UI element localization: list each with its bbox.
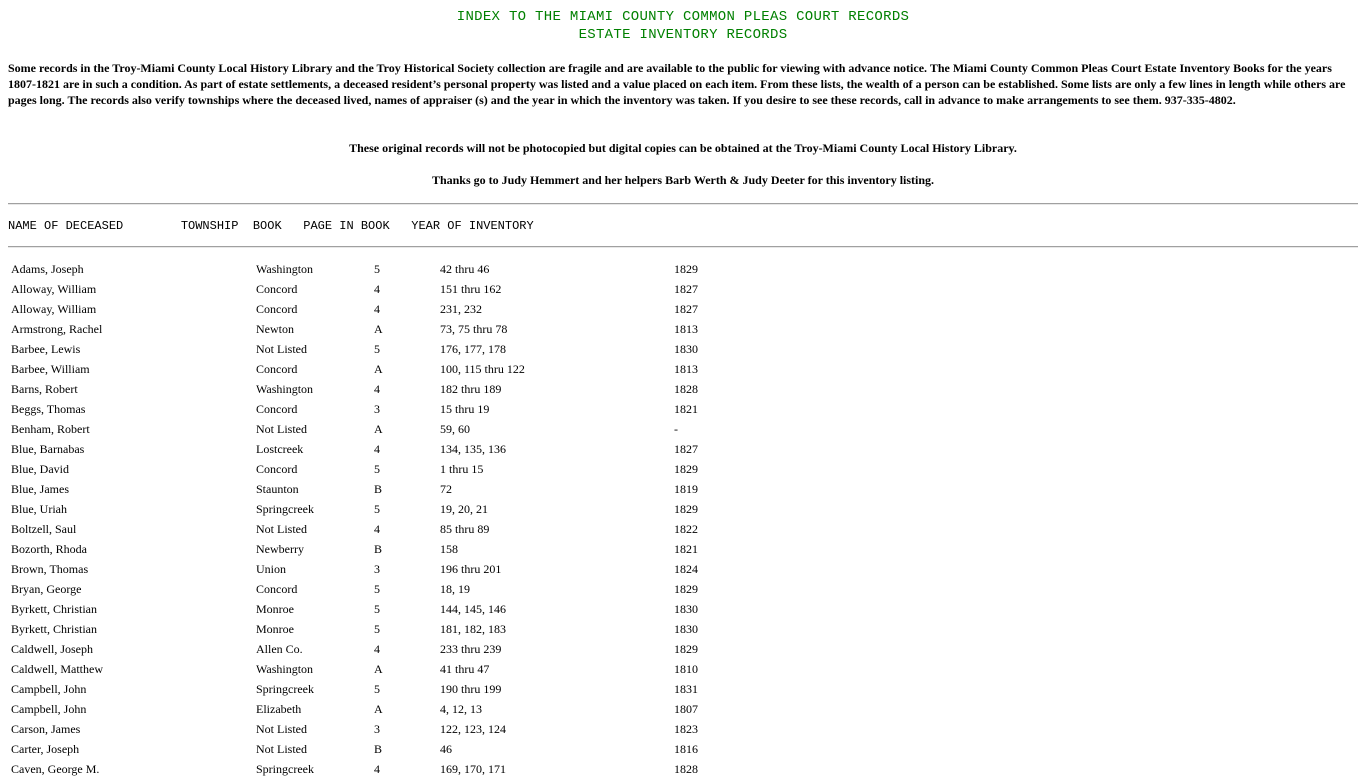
deceased-name: Adams, Joseph	[11, 262, 84, 276]
township-cell: Monroe	[256, 622, 294, 636]
pages-cell: 196 thru 201	[440, 562, 502, 576]
year-cell: 1829	[674, 262, 698, 276]
deceased-name: Barbee, Lewis	[11, 342, 81, 356]
divider-bottom	[8, 246, 1358, 248]
table-row	[8, 499, 734, 519]
book-cell: 5	[374, 342, 380, 356]
pages-cell: 100, 115 thru 122	[440, 362, 525, 376]
table-row	[8, 479, 734, 499]
book-cell: 4	[374, 642, 380, 656]
deceased-name: Beggs, Thomas	[11, 402, 86, 416]
table-row	[8, 339, 734, 359]
book-cell: B	[374, 742, 383, 756]
book-cell: 3	[374, 402, 380, 416]
table-row	[8, 639, 734, 659]
pages-cell: 190 thru 199	[440, 682, 502, 696]
table-row	[8, 279, 734, 299]
table-row	[8, 399, 734, 419]
year-cell: 1828	[674, 382, 698, 396]
township-cell: Concord	[256, 462, 298, 476]
township-cell: Staunton	[256, 482, 299, 496]
year-cell: 1824	[674, 562, 698, 576]
deceased-name: Bryan, George	[11, 582, 82, 596]
year-cell: 1821	[674, 402, 698, 416]
column-header: NAME OF DECEASED TOWNSHIP BOOK PAGE IN BOOK YEAR OF INVENTORY	[8, 219, 534, 233]
table-row	[8, 579, 734, 599]
pages-cell: 42 thru 46	[440, 262, 490, 276]
book-cell: A	[374, 322, 383, 336]
deceased-name: Blue, David	[11, 462, 69, 476]
records-body	[8, 259, 734, 779]
book-cell: 5	[374, 462, 380, 476]
table-row	[8, 719, 734, 739]
year-cell: 1829	[674, 462, 698, 476]
book-cell: 5	[374, 622, 380, 636]
deceased-name: Alloway, William	[11, 282, 97, 296]
pages-cell: 231, 232	[440, 302, 482, 316]
deceased-name: Blue, Uriah	[11, 502, 67, 516]
pages-cell: 158	[440, 542, 458, 556]
year-cell: 1813	[674, 362, 698, 376]
township-cell: Newberry	[256, 542, 304, 556]
year-cell: 1829	[674, 642, 698, 656]
table-row	[8, 679, 734, 699]
township-cell: Not Listed	[256, 342, 307, 356]
township-cell: Not Listed	[256, 722, 307, 736]
pages-cell: 4, 12, 13	[440, 702, 482, 716]
pages-cell: 18, 19	[440, 582, 470, 596]
township-cell: Springcreek	[256, 502, 314, 516]
year-cell: 1816	[674, 742, 698, 756]
table-row	[8, 299, 734, 319]
year-cell: 1822	[674, 522, 698, 536]
pages-cell: 72	[440, 482, 452, 496]
table-row	[8, 379, 734, 399]
pages-cell: 59, 60	[440, 422, 470, 436]
township-cell: Concord	[256, 582, 298, 596]
book-cell: 5	[374, 262, 380, 276]
township-cell: Not Listed	[256, 422, 307, 436]
book-cell: A	[374, 422, 383, 436]
year-cell: 1810	[674, 662, 698, 676]
deceased-name: Byrkett, Christian	[11, 602, 97, 616]
deceased-name: Campbell, John	[11, 682, 87, 696]
book-cell: 3	[374, 562, 380, 576]
year-cell: 1831	[674, 682, 698, 696]
year-cell: 1828	[674, 762, 698, 776]
book-cell: 4	[374, 762, 380, 776]
book-cell: B	[374, 542, 383, 556]
year-cell: 1829	[674, 582, 698, 596]
book-cell: A	[374, 662, 383, 676]
intro-paragraph: Some records in the Troy-Miami County Local History Library and the Troy Historical Society collection are fragile and are available to the public for viewing with advance notice. The Miami County Common Pleas Court Estate Inventory Books for the years 1807-1821 are in such a condition. As part of estate settlements, a deceased resident’s personal property was listed and a value placed on each item. From these lists, the wealth of a person can be established. Some lists are only a few lines in length while others are pages long. The records also verify townships where the deceased lived, names of appraiser (s) and the year in which the inventory was taken. If you desire to see these records, call in advance to make arrangements to see them. 937-335-4802.	[8, 61, 1346, 107]
deceased-name: Carson, James	[11, 722, 81, 736]
deceased-name: Barbee, William	[11, 362, 90, 376]
pages-cell: 233 thru 239	[440, 642, 502, 656]
deceased-name: Blue, Barnabas	[11, 442, 85, 456]
book-cell: B	[374, 482, 383, 496]
table-row	[8, 739, 734, 759]
records-table	[8, 259, 734, 779]
year-cell: -	[674, 422, 678, 436]
township-cell: Washington	[256, 662, 314, 676]
township-cell: Not Listed	[256, 522, 307, 536]
township-cell: Concord	[256, 362, 298, 376]
pages-cell: 169, 170, 171	[440, 762, 506, 776]
table-row	[8, 439, 734, 459]
deceased-name: Caldwell, Joseph	[11, 642, 93, 656]
book-cell: 3	[374, 722, 380, 736]
year-cell: 1830	[674, 342, 698, 356]
table-row	[8, 539, 734, 559]
deceased-name: Carter, Joseph	[11, 742, 80, 756]
year-cell: 1823	[674, 722, 698, 736]
deceased-name: Caven, George M.	[11, 762, 100, 776]
pages-cell: 19, 20, 21	[440, 502, 488, 516]
table-row	[8, 599, 734, 619]
year-cell: 1827	[674, 442, 698, 456]
township-cell: Washington	[256, 382, 314, 396]
table-row	[8, 419, 734, 439]
pages-cell: 144, 145, 146	[440, 602, 506, 616]
page-title: INDEX TO THE MIAMI COUNTY COMMON PLEAS COURT RECORDS	[456, 9, 910, 25]
pages-cell: 73, 75 thru 78	[440, 322, 508, 336]
table-row	[8, 459, 734, 479]
pages-cell: 85 thru 89	[440, 522, 490, 536]
pages-cell: 46	[440, 742, 452, 756]
pages-cell: 182 thru 189	[440, 382, 502, 396]
divider-top	[8, 203, 1358, 205]
book-cell: A	[374, 362, 383, 376]
year-cell: 1827	[674, 282, 698, 296]
book-cell: 4	[374, 382, 380, 396]
deceased-name: Brown, Thomas	[11, 562, 89, 576]
deceased-name: Blue, James	[11, 482, 69, 496]
table-row	[8, 699, 734, 719]
township-cell: Springcreek	[256, 762, 314, 776]
pages-cell: 134, 135, 136	[440, 442, 506, 456]
deceased-name: Campbell, John	[11, 702, 87, 716]
year-cell: 1819	[674, 482, 698, 496]
pages-cell: 181, 182, 183	[440, 622, 506, 636]
pages-cell: 122, 123, 124	[440, 722, 506, 736]
township-cell: Not Listed	[256, 742, 307, 756]
year-cell: 1830	[674, 602, 698, 616]
township-cell: Concord	[256, 282, 298, 296]
year-cell: 1829	[674, 502, 698, 516]
pages-cell: 1 thru 15	[440, 462, 484, 476]
pages-cell: 176, 177, 178	[440, 342, 506, 356]
deceased-name: Boltzell, Saul	[11, 522, 77, 536]
book-cell: 4	[374, 282, 380, 296]
year-cell: 1827	[674, 302, 698, 316]
deceased-name: Benham, Robert	[11, 422, 90, 436]
deceased-name: Caldwell, Matthew	[11, 662, 103, 676]
township-cell: Monroe	[256, 602, 294, 616]
deceased-name: Bozorth, Rhoda	[11, 542, 87, 556]
deceased-name: Alloway, William	[11, 302, 97, 316]
book-cell: 4	[374, 522, 380, 536]
deceased-name: Byrkett, Christian	[11, 622, 97, 636]
township-cell: Springcreek	[256, 682, 314, 696]
page-subtitle: ESTATE INVENTORY RECORDS	[578, 27, 788, 43]
book-cell: 4	[374, 442, 380, 456]
township-cell: Concord	[256, 302, 298, 316]
deceased-name: Armstrong, Rachel	[11, 322, 103, 336]
pages-cell: 15 thru 19	[440, 402, 490, 416]
township-cell: Union	[256, 562, 286, 576]
township-cell: Lostcreek	[256, 442, 304, 456]
photocopy-notice: These original records will not be photocopied but digital copies can be obtained at the Troy-Miami County Local History Library.	[349, 141, 1017, 155]
township-cell: Allen Co.	[256, 642, 303, 656]
thanks-notice: Thanks go to Judy Hemmert and her helpers Barb Werth & Judy Deeter for this inventory listing.	[431, 173, 935, 187]
book-cell: 5	[374, 602, 380, 616]
table-row	[8, 259, 734, 279]
year-cell: 1807	[674, 702, 698, 716]
table-row	[8, 759, 734, 779]
year-cell: 1821	[674, 542, 698, 556]
table-row	[8, 359, 734, 379]
deceased-name: Barns, Robert	[11, 382, 78, 396]
book-cell: 5	[374, 582, 380, 596]
township-cell: Newton	[256, 322, 294, 336]
table-row	[8, 319, 734, 339]
pages-cell: 41 thru 47	[440, 662, 490, 676]
book-cell: A	[374, 702, 383, 716]
page-heading	[0, 8, 1366, 44]
township-cell: Concord	[256, 402, 298, 416]
table-row	[8, 519, 734, 539]
table-row	[8, 659, 734, 679]
book-cell: 5	[374, 682, 380, 696]
township-cell: Washington	[256, 262, 314, 276]
year-cell: 1830	[674, 622, 698, 636]
township-cell: Elizabeth	[256, 702, 302, 716]
table-row	[8, 559, 734, 579]
book-cell: 5	[374, 502, 380, 516]
book-cell: 4	[374, 302, 380, 316]
pages-cell: 151 thru 162	[440, 282, 502, 296]
table-row	[8, 619, 734, 639]
year-cell: 1813	[674, 322, 698, 336]
